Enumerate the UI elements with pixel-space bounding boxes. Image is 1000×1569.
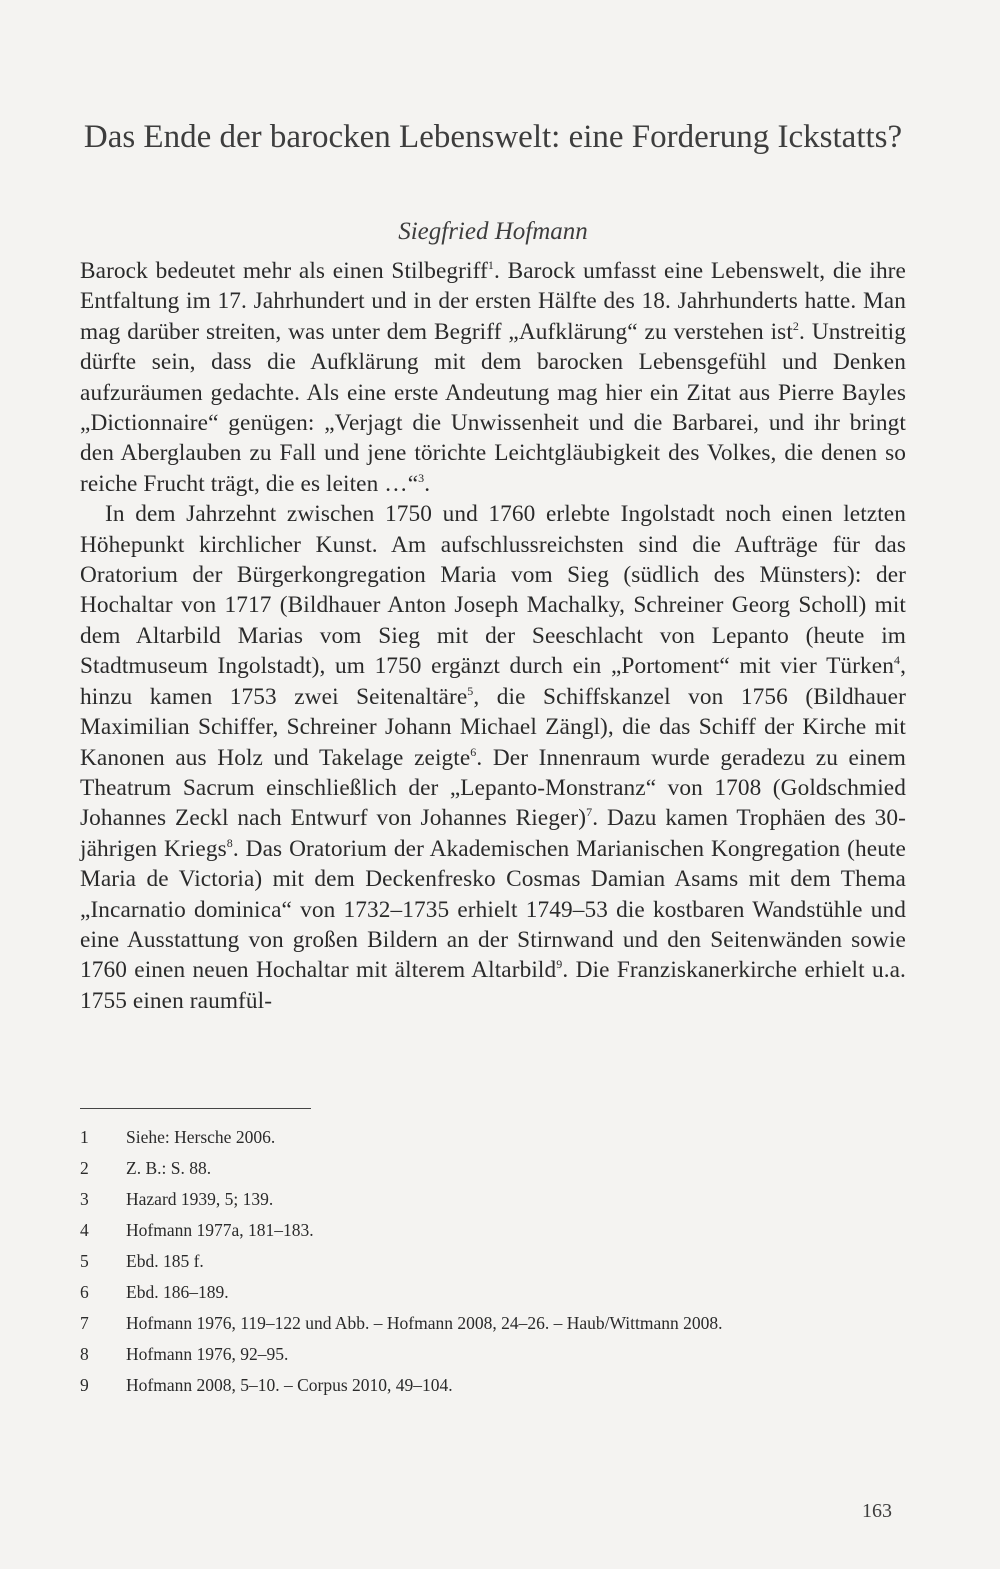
footnote — [80, 1219, 800, 1241]
paragraph — [80, 256, 906, 499]
footnote-text: Hofmann 1977a, 181–183. — [126, 1220, 314, 1240]
footnote-text: Hofmann 1976, 119–122 und Abb. – Hofmann 2008, 24–26. – Haub/Wittmann 2008. — [126, 1313, 723, 1333]
footnote-reference: 3 — [418, 470, 425, 485]
footnote-number: 9 — [80, 1375, 89, 1395]
body-text — [80, 256, 906, 1016]
footnote — [80, 1312, 800, 1334]
text-run: . — [424, 470, 431, 497]
page-number: 163 — [862, 1500, 892, 1522]
footnote-number: 5 — [80, 1251, 89, 1271]
footnote-number: 8 — [80, 1344, 89, 1364]
footnote — [80, 1157, 800, 1179]
footnote-reference: 9 — [556, 957, 563, 972]
text-run: . Barock umfasst eine Lebenswelt, die ihre Entfaltung im 17. Jahrhundert und in der ersten Hälfte des 18. Jahrhunderts hatte. Man mag darüber streiten, was unter dem Begriff „Aufklärung“ zu verstehen ist — [80, 258, 906, 345]
text-run: . Unstreitig dürfte sein, dass die Aufklärung mit dem barocken Lebensgefühl und Denken aufzuräumen gedachte. Als eine erste Andeutung mag hier ein Zitat aus Pierre Bayles „Dictionnaire“ genügen: „Verjagt die Unwissenheit und die Barbarei, und ihr bringt den Aberglauben zu Fall und jene törichte Leichtgläubigkeit des Volkes, die denen so reiche Frucht trägt, die es leiten …“ — [80, 318, 906, 497]
footnote-text: Ebd. 185 f. — [126, 1251, 204, 1271]
footnote-number: 6 — [80, 1282, 89, 1302]
footnote-reference: 1 — [487, 258, 494, 272]
paragraph — [80, 499, 906, 1016]
footnote-reference: 7 — [586, 805, 593, 820]
footnote-number: 2 — [80, 1158, 89, 1178]
footnote-text: Hazard 1939, 5; 139. — [126, 1189, 274, 1209]
footnote-reference: 6 — [470, 744, 477, 759]
text-run: . Dazu kamen Trophäen des 30-jährigen Kriegs — [80, 805, 906, 862]
footnote-reference: 4 — [893, 653, 901, 668]
footnote-number: 7 — [80, 1313, 89, 1333]
footnotes — [80, 1126, 800, 1405]
footnote-number: 1 — [80, 1127, 89, 1147]
footnote-number: 3 — [80, 1189, 89, 1209]
footnote — [80, 1343, 800, 1365]
footnote-divider — [80, 1108, 311, 1109]
text-run: In dem Jahrzehnt zwischen 1750 und 1760 erlebte Ingolstadt noch einen letzten Höhepunkt kirchlicher Kunst. Am aufschlussreichsten sind die Aufträge für das Oratorium der Bürgerkongregation Maria vom Sieg (südlich des Münsters): der Hochaltar von 1717 (Bildhauer Anton Joseph Machalky, Schreiner Georg Scholl) mit dem Altarbild Marias vom Sieg mit der Seeschlacht von Lepanto (heute im Stadtmuseum Ingolstadt), um 1750 ergänzt durch ein „Portoment“ mit vier Türken — [80, 501, 906, 680]
footnote-text: Ebd. 186–189. — [126, 1282, 229, 1302]
text-run: Barock bedeutet mehr als einen Stilbegriff — [80, 258, 488, 284]
text-run: . Das Oratorium der Akademischen Marianischen Kongregation (heute Maria de Victoria) mit dem Deckenfresko Cosmas Damian Asams mit dem Thema „Incarnatio dominica“ von 1732–1735 erhielt 1749–53 die kostbaren Wandstühle und eine Ausstattung von großen Bildern an der Stirnwand und den Seitenwänden sowie 1760 einen neuen Hochaltar mit älterem Altarbild — [80, 835, 906, 984]
footnote — [80, 1250, 800, 1272]
footnote-reference: 8 — [226, 835, 233, 850]
text-run: , hinzu kamen 1753 zwei Seitenaltäre — [80, 653, 906, 710]
author-name: Siegfried Hofmann — [398, 218, 588, 245]
text-run: , die Schiffskanzel von 1756 (Bildhauer Maximilian Schiffer, Schreiner Johann Michael Zängl), die das Schiff der Kirche mit Kanonen aus Holz und Takelage zeigte — [80, 683, 906, 771]
text-run: . Der Innenraum wurde geradezu zu einem Theatrum Sacrum einschließlich der „Lepanto-Monstranz“ von 1708 (Goldschmied Johannes Zeckl nach Entwurf von Johannes Rieger) — [80, 744, 906, 832]
footnote — [80, 1126, 800, 1148]
text-run: . Die Franziskanerkirche erhielt u.a. 1755 einen raumfül- — [80, 957, 906, 1014]
footnote-text: Siehe: Hersche 2006. — [126, 1127, 276, 1147]
footnote-reference: 2 — [792, 318, 800, 333]
footnote — [80, 1374, 800, 1396]
footnote-text: Hofmann 1976, 92–95. — [126, 1344, 289, 1364]
chapter-title: Das Ende der barocken Lebenswelt: eine Forderung Ickstatts? — [83, 119, 903, 155]
footnote-text: Z. B.: S. 88. — [126, 1158, 212, 1178]
footnote-number: 4 — [80, 1220, 89, 1240]
footnote-text: Hofmann 2008, 5–10. – Corpus 2010, 49–104. — [126, 1375, 453, 1395]
footnote — [80, 1281, 800, 1303]
footnote — [80, 1188, 800, 1210]
footnote-reference: 5 — [467, 683, 474, 698]
